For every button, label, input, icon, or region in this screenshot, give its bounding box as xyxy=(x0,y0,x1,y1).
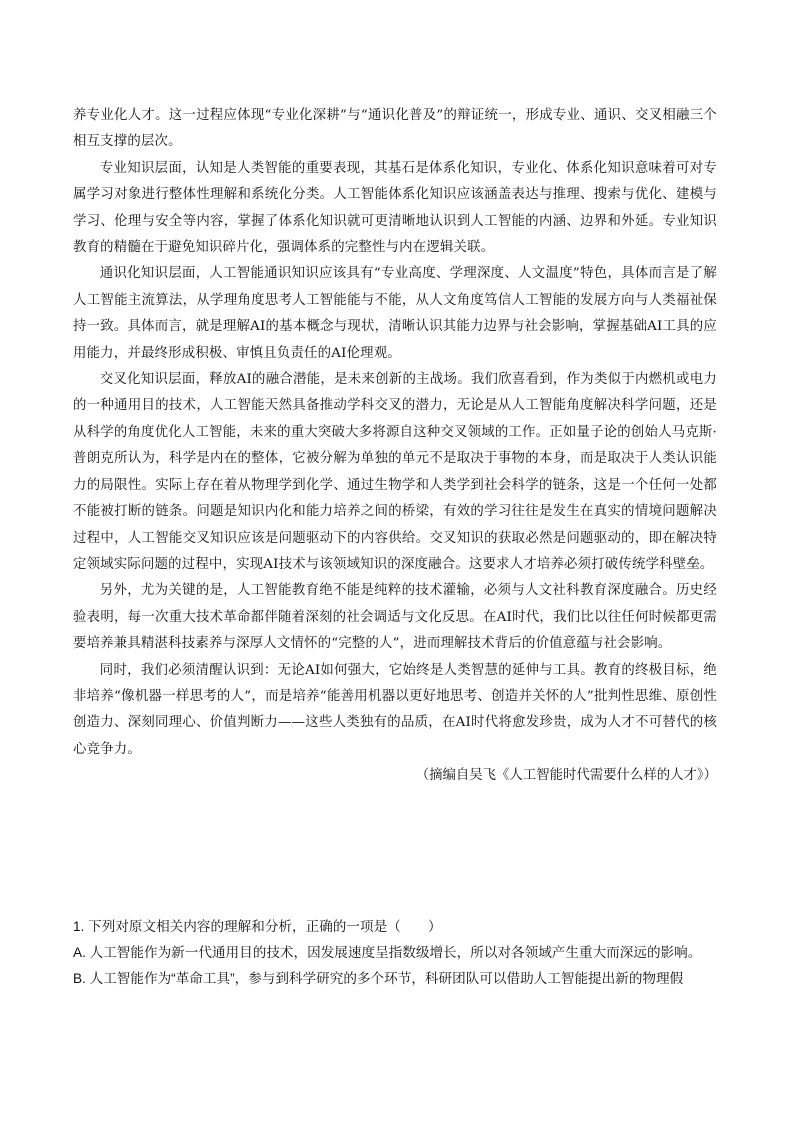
article-body xyxy=(73,103,717,790)
question-stem: 1. 下列对原文相关内容的理解和分析，正确的一项是（ ） xyxy=(73,919,442,934)
article-paragraph-interdisciplinary-knowledge: 交叉化知识层面，释放AI的融合潜能，是未来创新的主战场。我们欣喜看到，作为类似于内燃机或电力的一种通用目的技术，人工智能天然具备推动学科交叉的潜力，无论是从人工智能角度解决科学问题，还是从科学的角度优化人工智能，未来的重大突破大多将源自这种交叉领域的工作。正如量子论的创始人马克斯·普朗克所认为，科学是内在的整体，它被分解为单独的单元不是取决于事物的本身，而是取决于人类认识能力的局限性。实际上存在着从物理学到化学、通过生物学和人类学到社会科学的链条，这是一个任何一处都不能被打断的链条。问题是知识内化和能力培养之间的桥梁，有效的学习往往是发生在真实的情境问题解决过程中，人工智能交叉知识应该是问题驱动下的内容供给。交叉知识的获取必然是问题驱动的，即在解决特定领域实际问题的过程中，实现AI技术与该领域知识的深度融合。这要求人才培养必须打破传统学科壁垒。 xyxy=(73,372,717,572)
article-paragraph-continuation: 养专业化人才。这一过程应体现“专业化深耕”与“通识化普及”的辩证统一，形成专业、通识、交叉相融三个相互支撑的层次。 xyxy=(73,108,717,150)
article-source-citation: （摘编自吴飞《人工智能时代需要什么样的人才》） xyxy=(415,768,717,784)
article-paragraph-professional-knowledge: 专业知识层面，认知是人类智能的重要表现，其基石是体系化知识，专业化、体系化知识意味着可对专属学习对象进行整体性理解和系统化分类。人工智能体系化知识应该涵盖表达与推理、搜索与优化、建模与学习、伦理与安全等内容，掌握了体系化知识就可更清晰地认识到人工智能的内涵、边界和外延。专业知识教育的精髓在于避免知识碎片化，强调体系的完整性与内在逻辑关联。 xyxy=(73,160,717,256)
question-option-a: A. 人工智能作为新一代通用目的技术，因发展速度呈指数级增长，所以对各领域产生重大而深远的影响。 xyxy=(73,945,702,960)
question-option-b: B. 人工智能作为“革命工具”，参与到科学研究的多个环节，科研团队可以借助人工智能提出新的物理假 xyxy=(73,971,684,986)
article-paragraph-general-knowledge: 通识化知识层面，人工智能通识知识应该具有“专业高度、学理深度、人文温度”特色，具体而言是了解人工智能主流算法，从学理角度思考人工智能能与不能，从人文角度笃信人工智能的发展方向与人类福祉保持一致。具体而言，就是理解AI的基本概念与现状，清晰认识其能力边界与社会影响，掌握基础AI工具的应用能力，并最终形成积极、审慎且负责任的AI伦理观。 xyxy=(73,266,717,361)
article-paragraph-conclusion: 同时，我们必须清醒认识到：无论AI如何强大，它始终是人类智慧的延伸与工具。教育的终极目标，绝非培养“像机器一样思考的人”，而是培养“能善用机器以更好地思考、创造并关怀的人”批判性思维、原创性创造力、深刻同理心、价值判断力——这些人类独有的品质，在AI时代将愈发珍贵，成为人才不可替代的核心竞争力。 xyxy=(73,662,717,757)
question-block xyxy=(73,914,723,992)
article-paragraph-humanities: 另外，尤为关键的是，人工智能教育绝不能是纯粹的技术灌输，必须与人文社科教育深度融合。历史经验表明，每一次重大技术革命都伴随着深刻的社会调适与文化反思。在AI时代，我们比以往任何时候都更需要培养兼具精湛科技素养与深厚人文情怀的“完整的人”，进而理解技术背后的价值意蕴与社会影响。 xyxy=(73,583,717,652)
